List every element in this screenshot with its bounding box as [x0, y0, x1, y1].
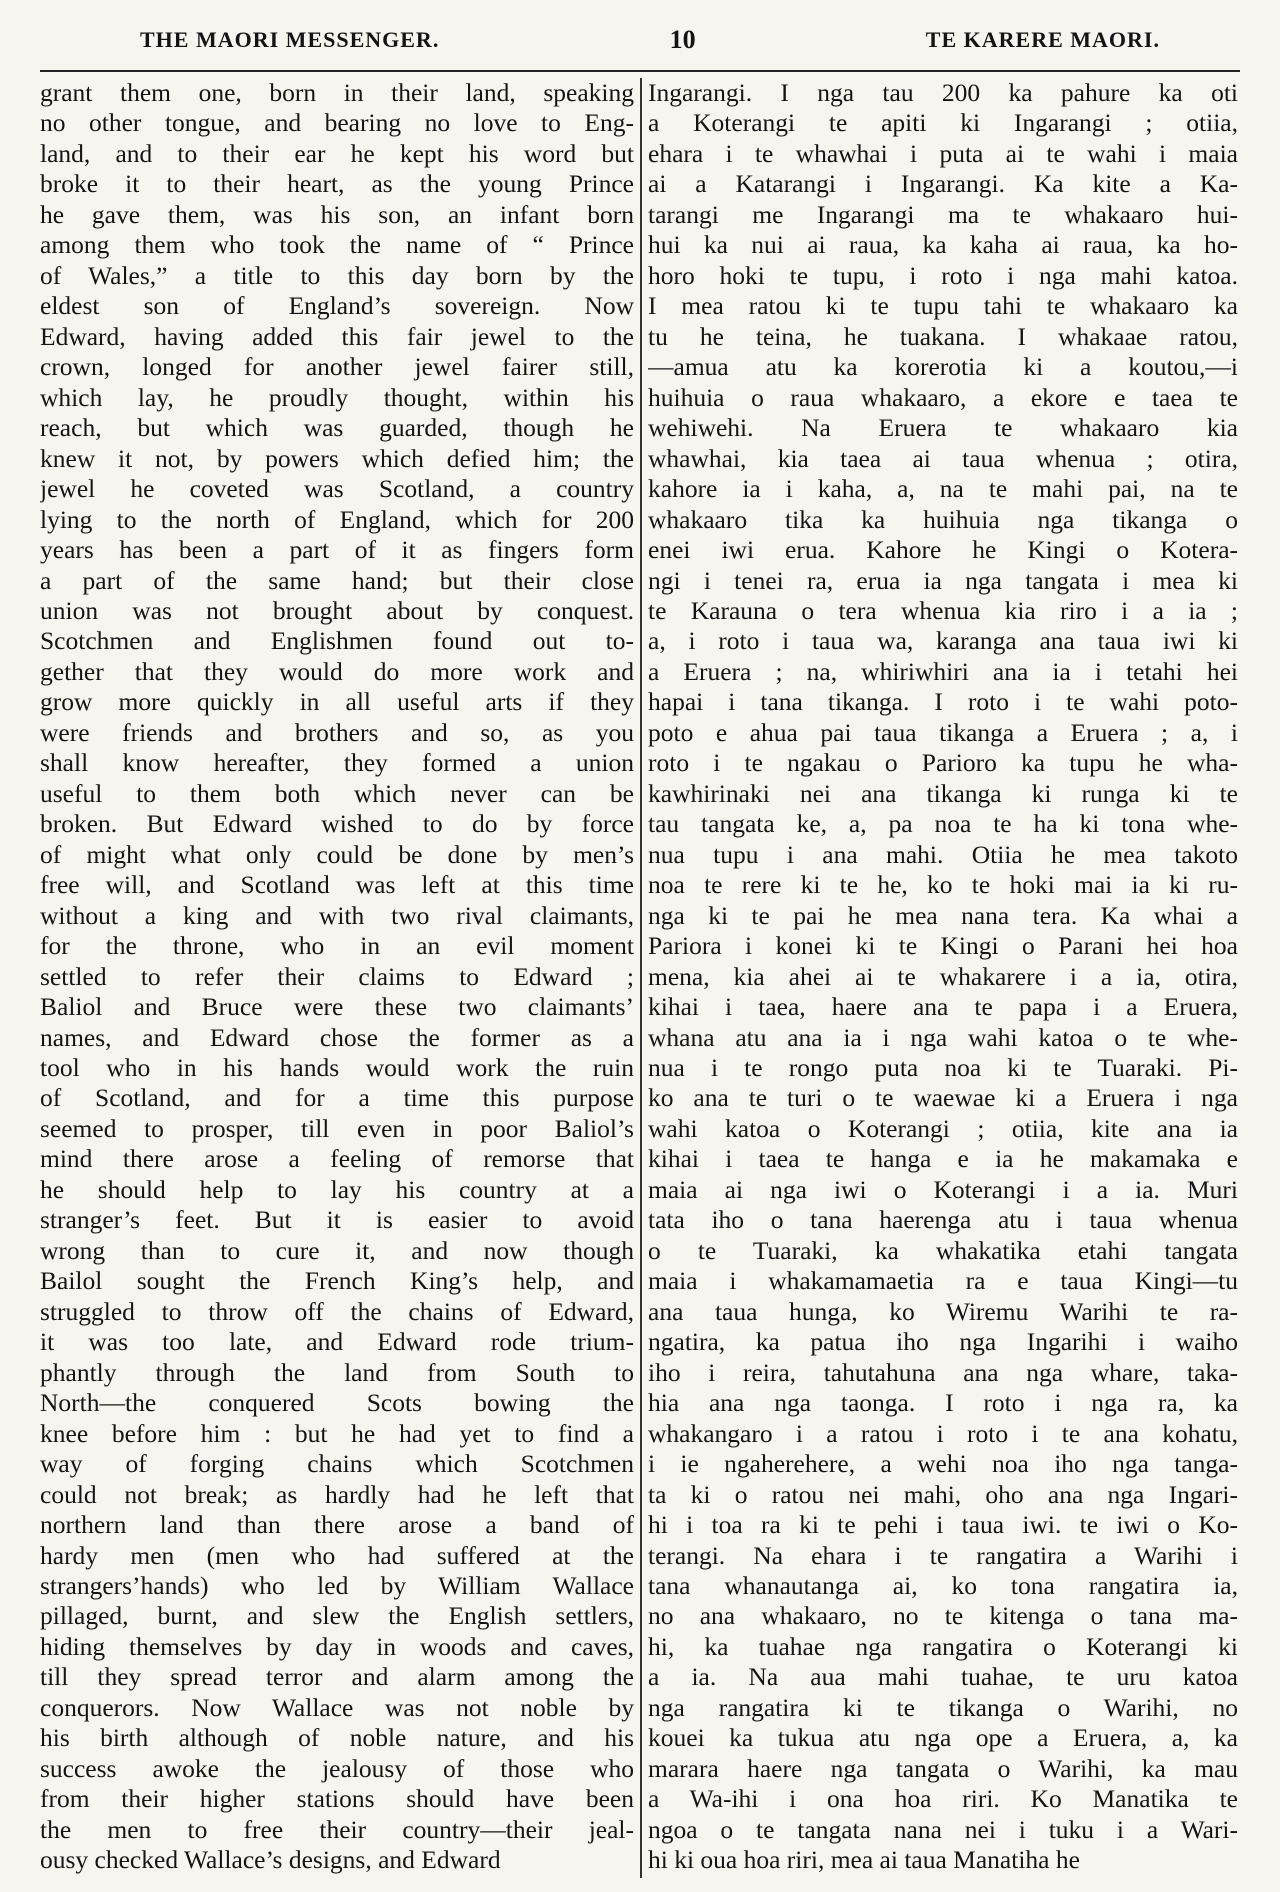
english-text-line: the men to free their country—their jeal- — [40, 1814, 634, 1844]
maori-text-line: whawhai, kia taea ai taua whenua ; otira, — [648, 443, 1238, 473]
maori-text-line: kahore ia i kaha, a, na te mahi pai, na te — [648, 474, 1238, 504]
english-text-line: gether that they would do more work and — [40, 656, 634, 686]
maori-text-line: maia ai nga iwi o Koterangi i a ia. Muri — [648, 1174, 1238, 1204]
maori-text-line: tarangi me Ingarangi ma te whakaaro hui- — [648, 199, 1238, 229]
maori-text-line: wahi katoa o Koterangi ; otiia, kite ana ia — [648, 1113, 1238, 1143]
english-text-line: for the throne, who in an evil moment — [40, 931, 634, 961]
english-text-line: wrong than to cure it, and now though — [40, 1235, 634, 1265]
maori-text-line: kihai i taea te hanga e ia he makamaka e — [648, 1144, 1238, 1174]
maori-text-line: tana whanautanga ai, ko tona rangatira ia, — [648, 1570, 1238, 1600]
maori-text-line: o te Tuaraki, ka whakatika etahi tangata — [648, 1235, 1238, 1265]
maori-text-line: —amua atu ka korerotia ki a koutou,—i — [648, 352, 1238, 382]
english-text-line: reach, but which was guarded, though he — [40, 413, 634, 443]
maori-text-line: hapai i tana tikanga. I roto i te wahi poto- — [648, 687, 1238, 717]
english-text-line: no other tongue, and bearing no love to Eng- — [40, 108, 634, 138]
maori-text-line: hi ki oua hoa riri, mea ai taua Manatiha he — [648, 1845, 1080, 1875]
column-divider — [640, 78, 642, 1878]
english-text-line: lying to the north of England, which for 200 — [40, 504, 634, 534]
maori-text-line: tau tangata ke, a, pa noa te ha ki tona whe- — [648, 809, 1238, 839]
english-text-line: tool who in his hands would work the ruin — [40, 1053, 634, 1082]
maori-text-line: whakaaro tika ka huihuia nga tikanga o — [648, 504, 1238, 534]
maori-text-line: kawhirinaki nei ana tikanga ki runga ki te — [648, 778, 1238, 808]
english-text-line: could not break; as hardly had he left that — [40, 1479, 634, 1509]
english-text-line: northern land than there arose a band of — [40, 1510, 634, 1540]
english-text-line: settled to refer their claims to Edward ; — [40, 961, 634, 991]
english-text-line: broke it to their heart, as the young Prince — [40, 169, 634, 199]
maori-text-line: hia ana nga taonga. I roto i nga ra, ka — [648, 1388, 1238, 1418]
maori-text-line: hi i toa ra ki te pehi i taua iwi. te iwi o Ko- — [648, 1510, 1238, 1540]
maori-text-line: tu he teina, he tuakana. I whakaae ratou, — [648, 321, 1238, 351]
english-text-line: knee before him : but he had yet to find a — [40, 1418, 634, 1448]
english-text-line: useful to them both which never can be — [40, 778, 634, 808]
maori-text-line: iho i reira, tahutahuna ana nga whare, taka- — [648, 1357, 1238, 1387]
english-text-line: shall know hereafter, they formed a union — [40, 748, 634, 778]
english-text-line: jewel he coveted was Scotland, a country — [40, 474, 634, 504]
header-rule — [40, 70, 1240, 72]
english-text-line: a part of the same hand; but their close — [40, 565, 634, 595]
maori-text-line: kouei ka tukua atu nga ope a Eruera, a, ka — [648, 1723, 1238, 1753]
english-text-line: names, and Edward chose the former as a — [40, 1022, 634, 1052]
maori-text-line: ehara i te whawhai i puta ai te wahi i maia — [648, 138, 1238, 168]
maori-text-line: nga rangatira ki te tikanga o Warihi, no — [648, 1692, 1238, 1722]
maori-text-line: I mea ratou ki te tupu tahi te whakaaro ka — [648, 291, 1238, 321]
maori-text-line: a, i roto i taua wa, karanga ana taua iwi ki — [648, 626, 1238, 656]
maori-text-line: ai a Katarangi i Ingarangi. Ka kite a Ka- — [648, 169, 1238, 199]
maori-text-line: ta ki o ratou nei mahi, oho ana nga Ingari- — [648, 1479, 1238, 1509]
english-text-line: of Scotland, and for a time this purpose — [40, 1083, 634, 1113]
english-text-line: he gave them, was his son, an infant born — [40, 199, 634, 229]
maori-text-line: nga ki te pai he mea nana tera. Ka whai a — [648, 900, 1238, 930]
english-text-line: Edward, having added this fair jewel to the — [40, 321, 634, 351]
maori-text-line: nua tupu i ana mahi. Otiia he mea takoto — [648, 839, 1238, 869]
maori-text-line: nua i te rongo puta noa ki te Tuaraki. Pi- — [648, 1053, 1238, 1082]
english-text-line: pillaged, burnt, and slew the English settlers, — [40, 1601, 634, 1631]
english-text-line: union was not brought about by conquest. — [40, 595, 634, 625]
english-column — [40, 78, 634, 1876]
maori-text-line: marara haere nga tangata o Warihi, ka mau — [648, 1753, 1238, 1783]
english-text-line: struggled to throw off the chains of Edward, — [40, 1296, 634, 1326]
maori-text-line: poto e ahua pai taua tikanga a Eruera ; a, i — [648, 717, 1238, 747]
english-text-line: without a king and with two rival claimants, — [40, 900, 634, 930]
english-text-line: knew it not, by powers which defied him; the — [40, 443, 634, 473]
maori-text-line: horo hoki te tupu, i roto i nga mahi katoa. — [648, 260, 1238, 290]
english-text-line: Baliol and Bruce were these two claimants’ — [40, 992, 634, 1022]
maori-text-line: ngi i tenei ra, erua ia nga tangata i mea ki — [648, 565, 1238, 595]
english-text-line: crown, longed for another jewel fairer still, — [40, 352, 634, 382]
english-text-line: years has been a part of it as fingers form — [40, 535, 634, 565]
maori-text-line: whana atu ana ia i nga wahi katoa o te whe- — [648, 1022, 1238, 1052]
maori-text-line: a Koterangi te apiti ki Ingarangi ; otiia, — [648, 108, 1238, 138]
maori-text-line: ko ana te turi o te waewae ki a Eruera i nga — [648, 1083, 1238, 1113]
english-text-line: phantly through the land from South to — [40, 1357, 634, 1387]
maori-text-line: kihai i taea, haere ana te papa i a Eruera, — [648, 992, 1238, 1022]
english-text-line: of might what only could be done by men’s — [40, 839, 634, 869]
english-text-line: way of forging chains which Scotchmen — [40, 1449, 634, 1479]
english-text-line: North—the conquered Scots bowing the — [40, 1388, 634, 1418]
maori-text-line: whakangaro i a ratou i roto i te ana kohatu, — [648, 1418, 1238, 1448]
maori-text-line: i ie ngaherehere, a wehi noa iho nga tanga- — [648, 1449, 1238, 1479]
maori-text-line: ngoa o te tangata nana nei i tuku i a Wari- — [648, 1814, 1238, 1844]
english-text-line: ousy checked Wallace’s designs, and Edward — [40, 1845, 501, 1875]
english-text-line: hiding themselves by day in woods and caves, — [40, 1631, 634, 1661]
english-text-line: he should help to lay his country at a — [40, 1174, 634, 1204]
english-text-line: land, and to their ear he kept his word but — [40, 138, 634, 168]
english-text-line: broken. But Edward wished to do by force — [40, 809, 634, 839]
english-text-line: of Wales,” a title to this day born by the — [40, 260, 634, 290]
english-text-line: conquerors. Now Wallace was not noble by — [40, 1692, 634, 1722]
maori-text-line: terangi. Na ehara i te rangatira a Warihi i — [648, 1540, 1238, 1570]
maori-text-line: mena, kia ahei ai te whakarere i a ia, otira, — [648, 961, 1238, 991]
maori-text-line: a Wa-ihi i ona hoa riri. Ko Manatika te — [648, 1784, 1238, 1814]
english-text-line: eldest son of England’s sovereign. Now — [40, 291, 634, 321]
english-text-line: among them who took the name of “ Prince — [40, 230, 634, 260]
header-maori-title: TE KARERE MAORI. — [925, 27, 1160, 52]
maori-text-line: a ia. Na aua mahi tuahae, te uru katoa — [648, 1662, 1238, 1692]
maori-text-line: enei iwi erua. Kahore he Kingi o Kotera- — [648, 535, 1238, 565]
maori-text-line: noa te rere ki te he, ko te hoki mai ia ki ru- — [648, 870, 1238, 900]
english-text-line: which lay, he proudly thought, within his — [40, 382, 634, 412]
maori-text-line: huihuia o raua whakaaro, a ekore e taea te — [648, 382, 1238, 412]
maori-text-line: roto i te ngakau o Parioro ka tupu he wha- — [648, 748, 1238, 778]
maori-text-line: ngatira, ka patua iho nga Ingarihi i waiho — [648, 1327, 1238, 1357]
maori-text-line: hi, ka tuahae nga rangatira o Koterangi ki — [648, 1631, 1238, 1661]
english-text-line: from their higher stations should have been — [40, 1784, 634, 1814]
english-text-line: mind there arose a feeling of remorse that — [40, 1144, 634, 1174]
english-text-line: grow more quickly in all useful arts if they — [40, 687, 634, 717]
maori-text-line: Ingarangi. I nga tau 200 ka pahure ka oti — [648, 78, 1238, 107]
english-text-line: success awoke the jealousy of those who — [40, 1753, 634, 1783]
header-english-title: THE MAORI MESSENGER. — [140, 27, 440, 52]
english-text-line: Scotchmen and Englishmen found out to- — [40, 626, 634, 656]
maori-text-line: a Eruera ; na, whiriwhiri ana ia i tetahi hei — [648, 656, 1238, 686]
maori-column — [648, 78, 1238, 1876]
maori-text-line: Pariora i konei ki te Kingi o Parani hei hoa — [648, 931, 1238, 961]
maori-text-line: te Karauna o tera whenua kia riro i a ia ; — [648, 595, 1238, 625]
english-text-line: seemed to prosper, till even in poor Baliol’s — [40, 1113, 634, 1143]
maori-text-line: no ana whakaaro, no te kitenga o tana ma- — [648, 1601, 1238, 1631]
english-text-line: hardy men (men who had suffered at the — [40, 1540, 634, 1570]
english-text-line: free will, and Scotland was left at this time — [40, 870, 634, 900]
english-text-line: grant them one, born in their land, speaking — [40, 78, 634, 107]
english-text-line: were friends and brothers and so, as you — [40, 717, 634, 747]
maori-text-line: maia i whakamamaetia ra e taua Kingi—tu — [648, 1266, 1238, 1296]
maori-text-line: wehiwehi. Na Eruera te whakaaro kia — [648, 413, 1238, 443]
english-text-line: it was too late, and Edward rode trium- — [40, 1327, 634, 1357]
maori-text-line: ana taua hunga, ko Wiremu Warihi te ra- — [648, 1296, 1238, 1326]
english-text-line: strangers’hands) who led by William Wallace — [40, 1570, 634, 1600]
english-text-line: Bailol sought the French King’s help, and — [40, 1266, 634, 1296]
maori-text-line: tata iho o tana haerenga atu i taua whenua — [648, 1205, 1238, 1235]
page-header — [140, 20, 1160, 60]
english-text-line: stranger’s feet. But it is easier to avoid — [40, 1205, 634, 1235]
page-number: 10 — [669, 25, 696, 54]
english-text-line: his birth although of noble nature, and his — [40, 1723, 634, 1753]
english-text-line: till they spread terror and alarm among the — [40, 1662, 634, 1692]
maori-text-line: hui ka nui ai raua, ka kaha ai raua, ka ho- — [648, 230, 1238, 260]
